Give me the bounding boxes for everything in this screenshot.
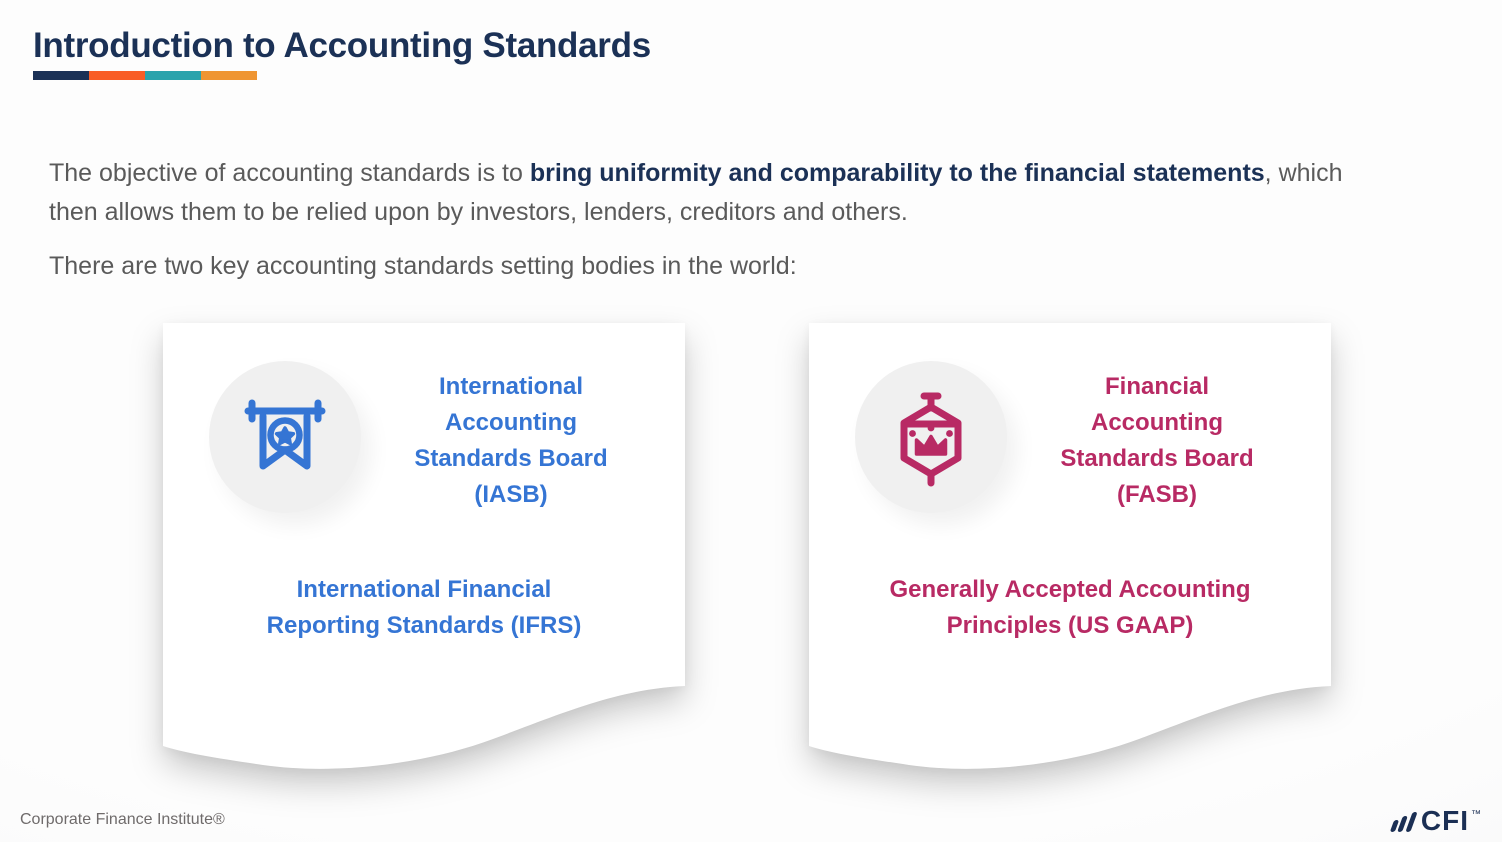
card-title-line: Financial (1104, 373, 1210, 400)
card-title-line: Accounting (1091, 409, 1223, 436)
card-iasb-title (361, 369, 661, 513)
footer-company-name: Corporate Finance Institute® (20, 811, 225, 828)
card-title-line: Standards Board (414, 445, 608, 472)
card-title-line: Accounting (445, 409, 577, 436)
page-title: Introduction to Accounting Standards (33, 26, 651, 65)
accent-bar-segment (145, 71, 201, 80)
card-iasb-subtitle (163, 572, 685, 644)
card-subtitle-line: Principles (US GAAP) (946, 612, 1194, 639)
icon-circle (209, 361, 361, 513)
card-iasb (163, 323, 685, 793)
award-banner-icon (235, 387, 335, 487)
accent-bar-segment (33, 71, 89, 80)
trademark-symbol: ™ (1471, 809, 1481, 820)
card-title-line: (IASB) (474, 481, 548, 508)
subtitle-paragraph: There are two key accounting standards setting bodies in the world: (49, 252, 797, 280)
card-iasb-header (163, 323, 685, 513)
card-subtitle-line: Generally Accepted Accounting (889, 576, 1251, 603)
card-fasb-title (1007, 369, 1307, 513)
crown-badge-icon (881, 387, 981, 487)
cfi-logo-bar (1405, 812, 1417, 832)
card-subtitle-line: International Financial (296, 576, 552, 603)
accent-bar-segment (201, 71, 257, 80)
card-fasb (809, 323, 1331, 793)
intro-text-normal: The objective of accounting standards is to (49, 159, 530, 187)
accent-bar-segment (89, 71, 145, 80)
intro-paragraph (49, 154, 1369, 232)
icon-circle (855, 361, 1007, 513)
title-accent-bar (33, 71, 257, 80)
card-title-line: International (438, 373, 583, 400)
intro-text-bold: bring uniformity and comparability to the financial statements (529, 159, 1265, 187)
card-title-line: Standards Board (1060, 445, 1254, 472)
card-fasb-header (809, 323, 1331, 513)
card-title-line: (FASB) (1117, 481, 1197, 508)
intro-text-normal: , which then allows them to be relied upon by investors, lenders, creditors and others. (49, 159, 1343, 226)
card-fasb-subtitle (809, 572, 1331, 644)
cfi-logo (1388, 807, 1481, 835)
cfi-logo-text: CFI (1420, 805, 1469, 836)
cfi-logo-bars-icon (1388, 812, 1414, 832)
card-subtitle-line: Reporting Standards (IFRS) (266, 612, 582, 639)
